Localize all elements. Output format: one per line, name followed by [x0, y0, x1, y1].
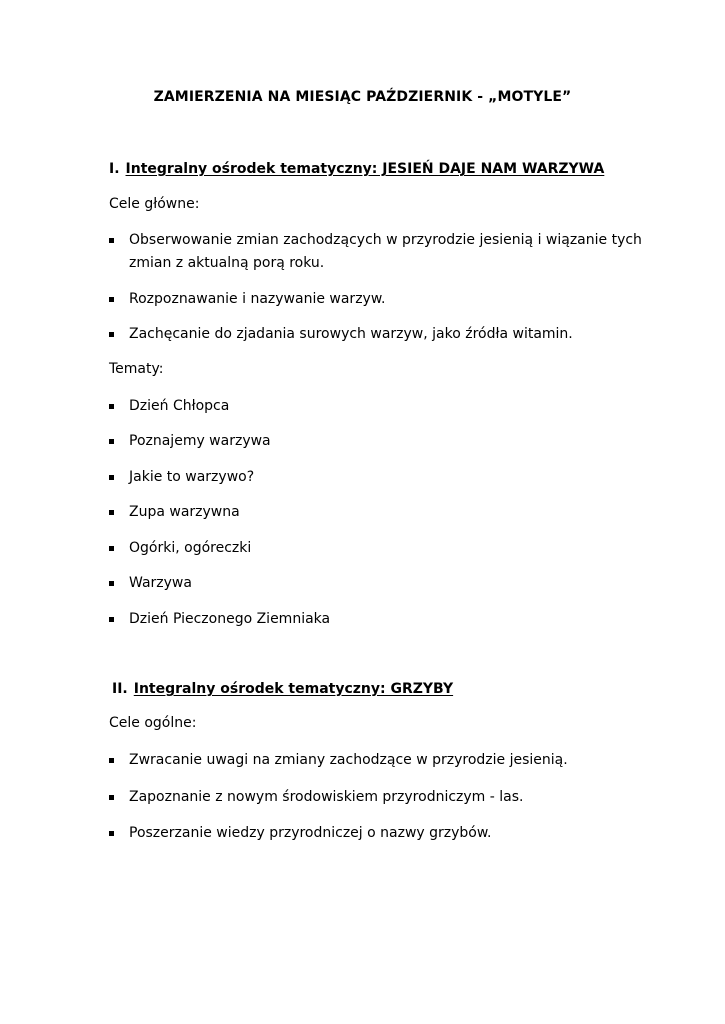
- section-number: I.: [109, 161, 120, 177]
- list-item: Zachęcanie do zjadania surowych warzyw, jako źródła witamin.: [109, 323, 649, 346]
- bullet-square-icon: [109, 297, 114, 302]
- list-item: Zupa warzywna: [109, 501, 649, 524]
- bullet-square-icon: [109, 617, 114, 622]
- bullet-square-icon: [109, 439, 114, 444]
- goals-label: Cele główne:: [109, 196, 200, 212]
- bullet-square-icon: [109, 546, 114, 551]
- list-item: Jakie to warzywo?: [109, 466, 649, 489]
- list-item: Obserwowanie zmian zachodzących w przyrodzie jesienią i wiązanie tych zmian z aktualną porą roku.: [109, 229, 649, 275]
- section-title: Integralny ośrodek tematyczny: GRZYBY: [133, 681, 454, 697]
- list-item: Poznajemy warzywa: [109, 430, 649, 453]
- list-item: Ogórki, ogóreczki: [109, 537, 649, 560]
- goals-label: Cele ogólne:: [109, 715, 197, 731]
- section-1-heading: [109, 161, 604, 177]
- bullet-square-icon: [109, 831, 114, 836]
- list-item: Dzień Pieczonego Ziemniaka: [109, 608, 649, 631]
- bullet-square-icon: [109, 404, 114, 409]
- list-item: Zwracanie uwagi na zmiany zachodzące w przyrodzie jesienią.: [109, 749, 649, 772]
- section-title: Integralny ośrodek tematyczny: JESIEŃ DAJE NAM WARZYWA: [125, 161, 605, 177]
- list-item: Poszerzanie wiedzy przyrodniczej o nazwy grzybów.: [109, 822, 649, 845]
- bullet-square-icon: [109, 238, 114, 243]
- list-item: Rozpoznawanie i nazywanie warzyw.: [109, 288, 649, 311]
- bullet-square-icon: [109, 475, 114, 480]
- bullet-square-icon: [109, 758, 114, 763]
- page-title: ZAMIERZENIA NA MIESIĄC PAŹDZIERNIK - „MOTYLE”: [153, 89, 572, 105]
- bullet-square-icon: [109, 332, 114, 337]
- bullet-square-icon: [109, 581, 114, 586]
- section-2-heading: [112, 681, 453, 697]
- list-item: Zapoznanie z nowym środowiskiem przyrodniczym - las.: [109, 786, 649, 809]
- section-number: II.: [112, 681, 128, 697]
- topics-label: Tematy:: [109, 361, 164, 377]
- bullet-square-icon: [109, 510, 114, 515]
- list-item: Dzień Chłopca: [109, 395, 649, 418]
- bullet-square-icon: [109, 795, 114, 800]
- list-item: Warzywa: [109, 572, 649, 595]
